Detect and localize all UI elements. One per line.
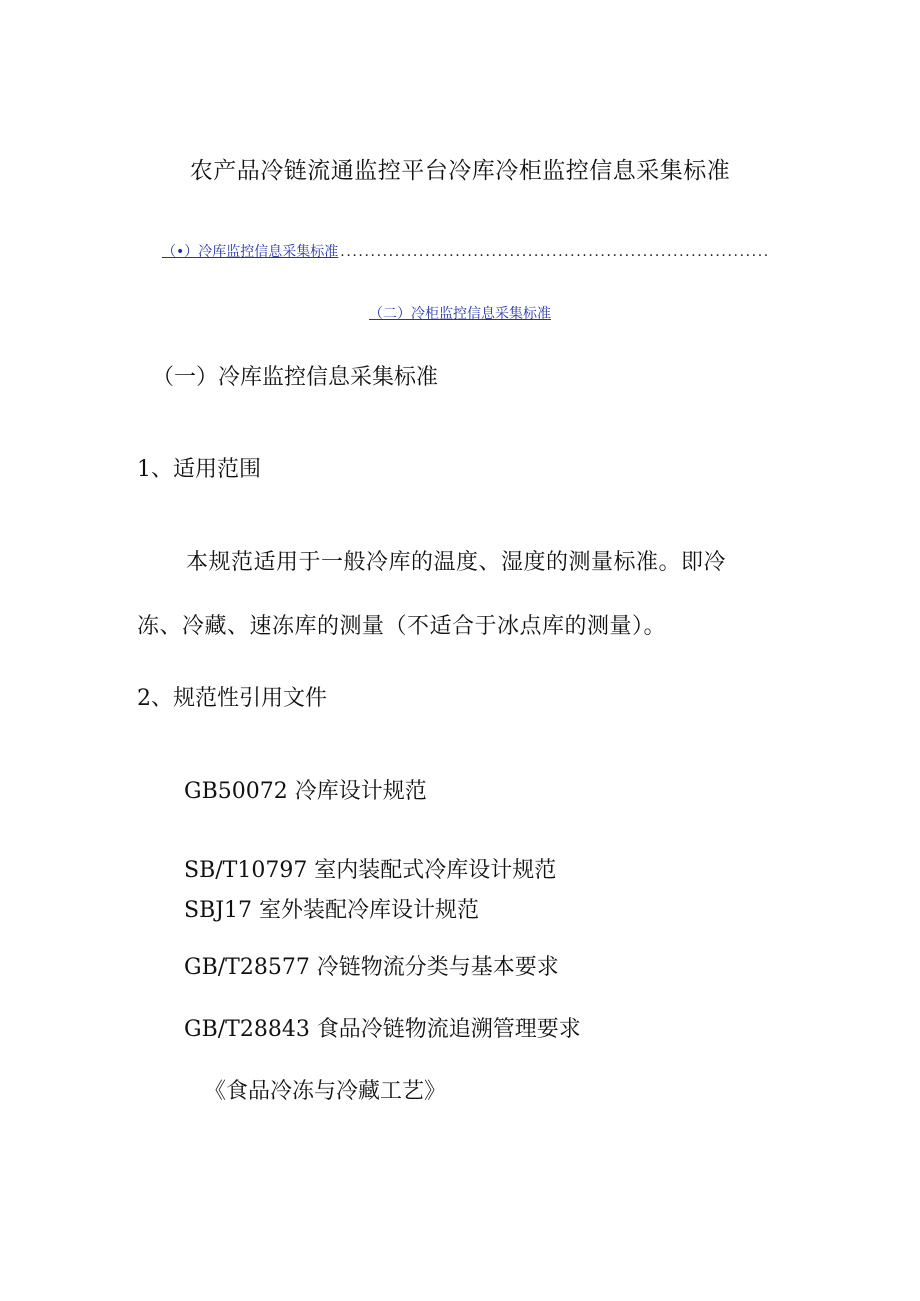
section-heading: （一）冷库监控信息采集标准	[152, 365, 439, 390]
scope-paragraph-line-2: 冻、冷藏、速冻库的测量（不适合于冰点库的测量）。	[137, 614, 667, 639]
reference-item: GB/T28577 冷链物流分类与基本要求	[184, 955, 559, 980]
reference-item: SB/T10797 室内装配式冷库设计规范	[184, 858, 557, 883]
reference-item: GB50072 冷库设计规范	[184, 779, 427, 804]
clause-heading-scope: 1、适用范围	[137, 457, 261, 482]
toc-link-cold-storage[interactable]: （•）冷库监控信息采集标准	[162, 244, 339, 260]
clause-heading-references: 2、规范性引用文件	[137, 686, 327, 711]
document-title: 农产品冷链流通监控平台冷库冷柜监控信息采集标准	[189, 158, 731, 184]
reference-item: SBJ17 室外装配冷库设计规范	[184, 898, 480, 923]
reference-item: GB/T28843 食品冷链物流追溯管理要求	[184, 1017, 581, 1042]
toc-leader-dots: .......................................................................	[340, 244, 770, 260]
toc-entry-2[interactable]	[0, 303, 920, 323]
reference-item: 《食品冷冻与冷藏工艺》	[204, 1079, 447, 1104]
toc-link-cold-cabinet[interactable]: （二）冷柜监控信息采集标准	[369, 306, 551, 322]
toc-entry-1[interactable]	[162, 241, 774, 261]
scope-paragraph-line-1: 本规范适用于一般冷库的温度、湿度的测量标准。即冷	[186, 550, 727, 575]
